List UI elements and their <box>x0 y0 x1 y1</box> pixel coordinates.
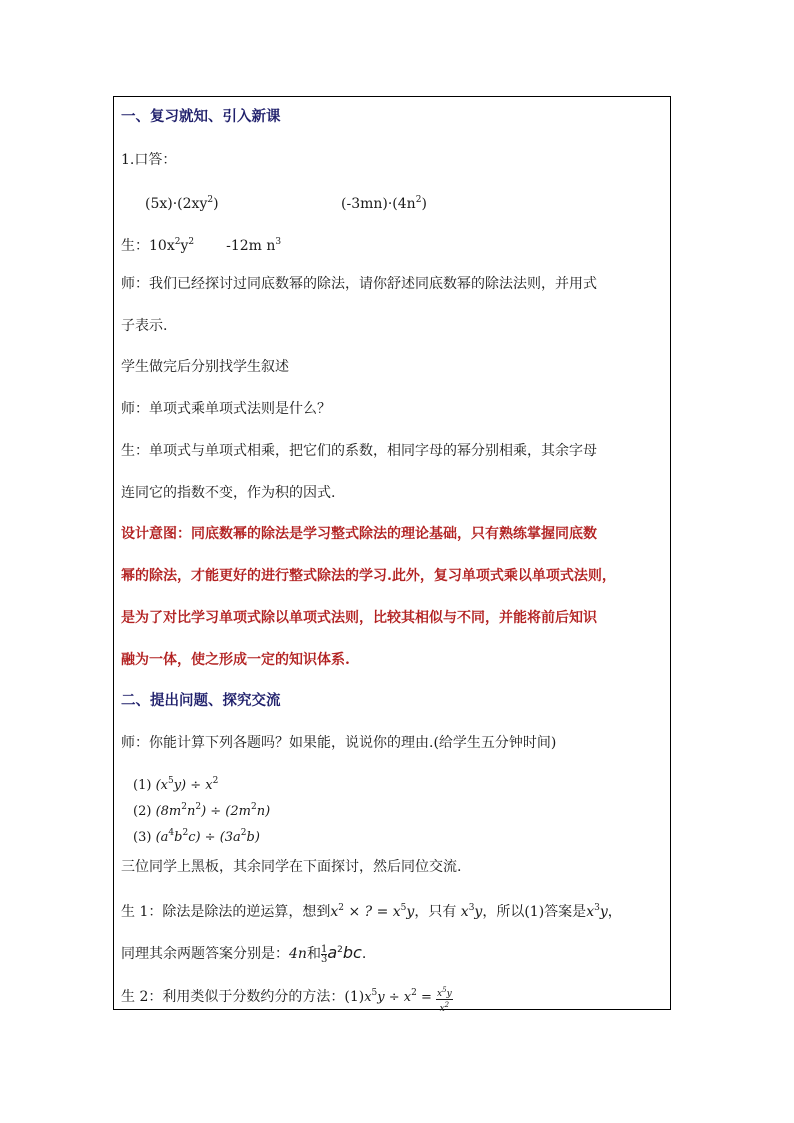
student-line-2a: 生：单项式与单项式相乘，把它们的系数，相同字母的幂分别相乘，其余字母 <box>121 443 597 459</box>
problem-1: (1) $(x^5y) \div x^2$ <box>133 776 219 793</box>
student-line-2b: 连同它的指数不变，作为积的因式. <box>121 485 336 501</box>
teacher-line-1b: 子表示. <box>121 318 168 334</box>
three-students-line: 三位同学上黑板，其余同学在下面探讨，然后同位交流. <box>121 859 462 875</box>
section-two-heading: 二、提出问题、探究交流 <box>121 692 281 709</box>
design-intent-b: 幂的除法，才能更好的进行整式除法的学习.此外，复习单项式乘以单项式法则， <box>121 568 616 584</box>
section-one-heading: 一、复习就知、引入新课 <box>121 108 281 125</box>
students-line: 学生做完后分别找学生叙述 <box>121 359 289 375</box>
problem-3: (3) $(a^4b^2c) \div (3a^2b)$ <box>133 828 260 845</box>
teacher-line-1a: 师：我们已经探讨过同底数幂的除法，请你舒述同底数幂的除法法则，并用式 <box>121 276 597 292</box>
teacher-line-3: 师：你能计算下列各题吗？如果能，说说你的理由.(给学生五分钟时间) <box>121 735 557 751</box>
teacher-line-2: 师：单项式乘单项式法则是什么？ <box>121 401 331 417</box>
design-intent-c: 是为了对比学习单项式除以单项式法则，比较其相似与不同，并能将前后知识 <box>121 610 597 626</box>
design-intent-a: 设计意图：同底数幂的除法是学习整式除法的理论基础，只有熟练掌握同底数 <box>121 526 597 542</box>
problem-2: (2) $(8m^2n^2) \div (2m^2n)$ <box>133 802 271 819</box>
student-two-line: 生 2：利用类似于分数约分的方法：$(1)x^5y \div x^2$ = $\frac{x^5y}{x^2}$ <box>121 986 452 1014</box>
question-label: 1.口答： <box>121 152 177 168</box>
student-one-line-b: 同理其余两题答案分别是：4n和 $\frac{1}{3}$ $a^2bc$. <box>121 943 367 965</box>
student-one-line-a: 生 1：除法是除法的逆运算，想到$x^2$ × ? = $x^5y$，只有 $x^3y$，所以(1)答案是$x^3y$， <box>121 903 622 920</box>
student-answer: 生：$10x^2y^2$ -12m $n^3$ <box>121 237 282 254</box>
expression-b: $(-3mn)\cdot(4n^2)$ <box>341 195 427 212</box>
expression-a: $(5x)\cdot(2xy^2)$ <box>145 195 219 212</box>
design-intent-d: 融为一体，使之形成一定的知识体系. <box>121 652 350 668</box>
